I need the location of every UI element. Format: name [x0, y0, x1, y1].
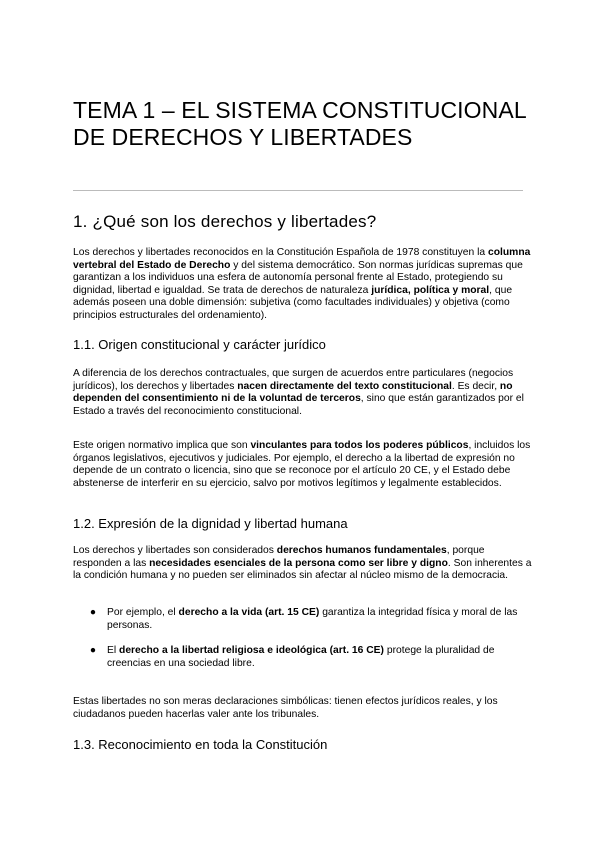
bold-text: jurídica, política y moral [371, 284, 490, 296]
text: , sino que están garantizados por el Estado a través del reconocimiento constitucional. [73, 393, 524, 417]
bold-text: derecho a la libertad religiosa e ideológica (art. 16 CE) [119, 645, 384, 656]
list-item-text [107, 607, 535, 632]
text: Los derechos y libertades son considerados [73, 545, 277, 556]
paragraph [73, 545, 533, 583]
text: , porque responden a las [73, 545, 485, 569]
bold-text: vinculantes para todos los poderes públicos [250, 440, 469, 451]
title-divider [73, 190, 523, 191]
text: Por ejemplo, el [107, 607, 179, 618]
text: y del sistema democrático. Son normas jurídicas supremas que garantizan a los individuos una esfera de autonomía personal frente al Estado, protegiendo su dignidad, libertad e igualdad. Se trata de derechos de naturaleza [73, 259, 523, 296]
bold-text: nacen directamente del texto constitucional [237, 380, 452, 392]
paragraph [73, 368, 533, 418]
text: A diferencia de los derechos contractuales, que surgen de acuerdos entre particulares (negocios jurídicos), los derechos y libertades [73, 368, 514, 392]
text: , incluidos los órganos legislativos, ejecutivos y judiciales. Por ejemplo, el derecho a la libertad de expresión no depende de un contrato o licencia, sino que se reconoce por el artículo 20 CE, y el Estado debe abstenerse de interferir en su ejercicio, salvo por motivos legítimos y legalmente establecidos. [73, 440, 531, 489]
bullet-icon: ● [89, 607, 97, 618]
text: garantiza la integridad física y moral de las personas. [107, 607, 518, 631]
subsection-heading: 1.2. Expresión de la dignidad y libertad humana [73, 516, 348, 531]
bold-text: no dependen del consentimiento ni de la voluntad de terceros [73, 380, 513, 405]
text: El [107, 645, 120, 656]
text: protege la pluralidad de creencias en una sociedad libre. [107, 645, 495, 669]
section-heading: 1. ¿Qué son los derechos y libertades? [73, 212, 377, 231]
subsection-heading: 1.3. Reconocimiento en toda la Constitución [73, 737, 328, 752]
bold-text: derechos humanos fundamentales [276, 545, 447, 556]
bullet-icon: ● [89, 645, 97, 656]
bold-text: derecho a la vida (art. 15 CE) [178, 607, 320, 618]
subsection-heading: 1.1. Origen constitucional y carácter jurídico [73, 337, 326, 352]
bold-text: necesidades esenciales de la persona como ser libre y digno [149, 557, 448, 569]
text: . Es decir, [451, 380, 500, 392]
bold-text: columna vertebral del Estado de Derecho [73, 247, 531, 271]
paragraph: Estas libertades no son meras declaraciones simbólicas: tienen efectos jurídicos reales, y los ciudadanos pueden hacerlas valer ante los tribunales. [73, 696, 498, 720]
text: , que además poseen una doble dimensión: subjetiva (como facultades individuales) y objetiva (como principios estructurales del ordenamiento). [73, 284, 513, 321]
paragraph [73, 440, 533, 490]
intro-paragraph [73, 247, 533, 323]
list-item-text [107, 645, 535, 670]
text: . Son inherentes a la condición humana y no pueden ser eliminados sin afectar al núcleo mismo de la democracia. [73, 557, 532, 582]
text: Este origen normativo implica que son [73, 440, 251, 451]
text: Los derechos y libertades reconocidos en la Constitución Española de 1978 constituyen la [73, 247, 488, 258]
document-title: TEMA 1 – EL SISTEMA CONSTITUCIONAL DE DERECHOS Y LIBERTADES [73, 97, 526, 150]
